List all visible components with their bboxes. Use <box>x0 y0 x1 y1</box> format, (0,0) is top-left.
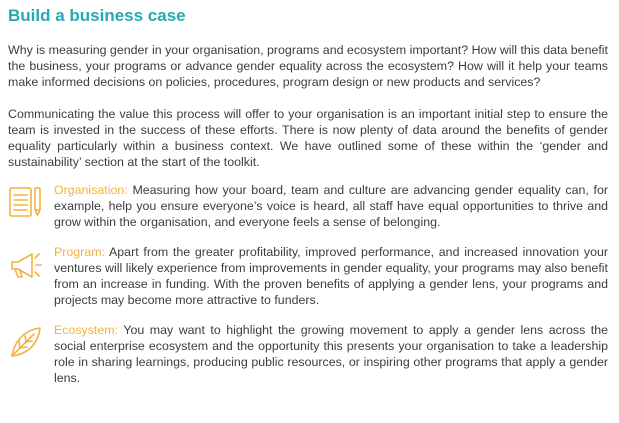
section-ecosystem <box>8 322 608 386</box>
section-program <box>8 244 608 308</box>
section-label: Organisation: <box>54 183 128 197</box>
section-organisation <box>8 182 608 230</box>
section-label: Ecosystem: <box>54 323 119 337</box>
section-label: Program: <box>54 245 105 259</box>
section-text: Apart from the greater profitability, improved performance, and increased innovation your ventures will likely experience from improvements in gender equality, your programs may also benefit from an increase in funding. With the proven benefits of applying a gender lens, your programs and projects may become more attractive to funders. <box>54 245 608 307</box>
section-text: Measuring how your board, team and culture are advancing gender equality can, for example, help you ensure everyone’s voice is heard, all staff have equal opportunities to thrive and grow within the organisation, and everyone feels a sense of belonging. <box>54 183 608 229</box>
document-pencil-icon <box>8 184 44 220</box>
page <box>8 6 608 386</box>
intro-paragraph: Why is measuring gender in your organisation, programs and ecosystem important? How will this data benefit the business, your programs or advance gender equality across the ecosystem? How will it help your teams make informed decisions on policies, procedures, program design or new products and services? <box>8 43 608 89</box>
section-text: You may want to highlight the growing movement to apply a gender lens across the social enterprise ecosystem and the opportunity this presents your organisation to take a leadership role in sharing learnings, producing public resources, or inspiring other programs that apply a gender lens. <box>54 323 609 385</box>
megaphone-icon <box>8 246 44 282</box>
leaf-icon <box>8 324 44 360</box>
intro-paragraph: Communicating the value this process will offer to your organisation is an important initial step to ensure the team is invested in the success of these efforts. There is now plenty of data around the benefits of gender equality particularly within a business context. We have outlined some of these within the ‘gender and sustainability’ section at the start of the toolkit. <box>8 107 608 169</box>
page-heading: Build a business case <box>8 6 186 25</box>
